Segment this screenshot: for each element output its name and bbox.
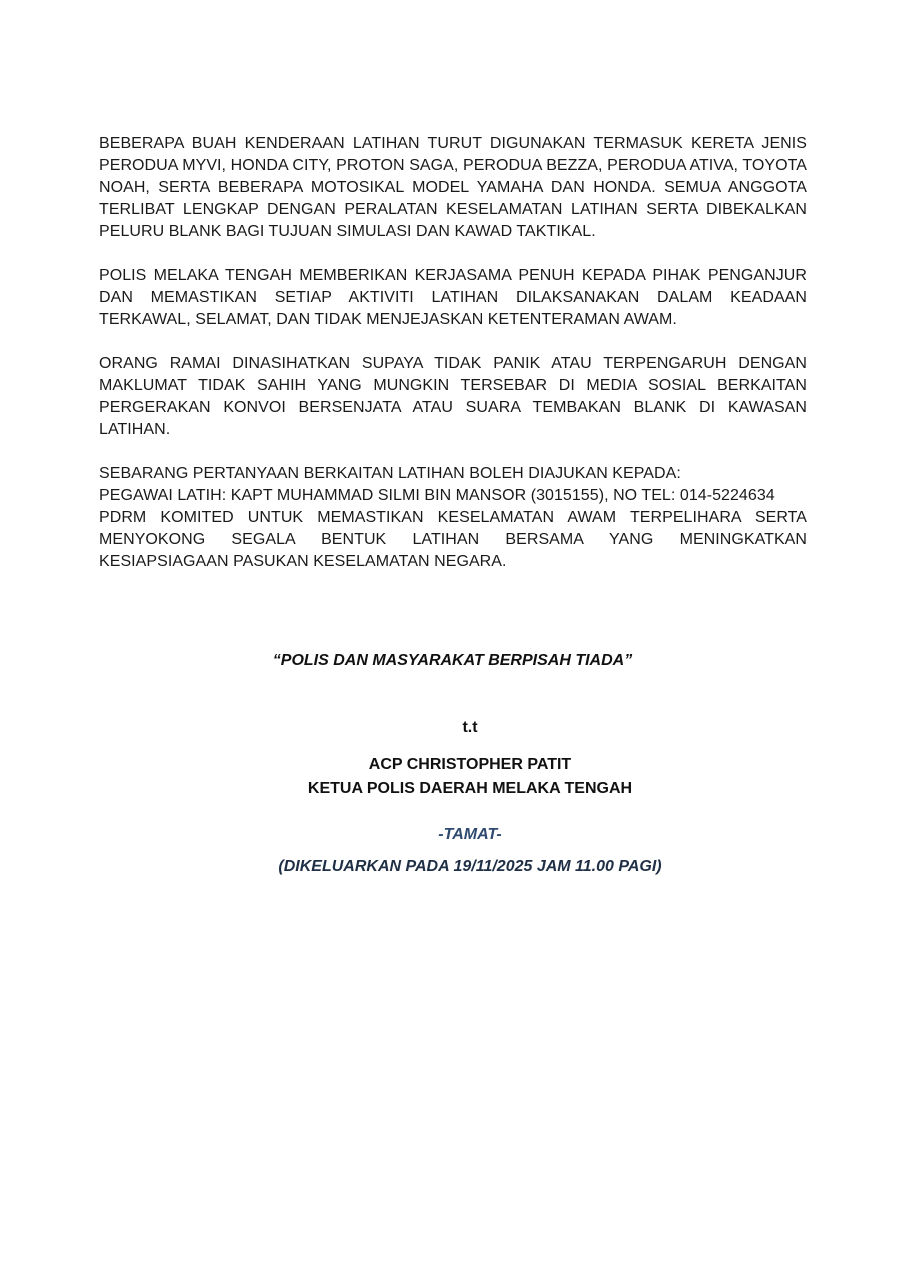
- issued-date: (DIKELUARKAN PADA 19/11/2025 JAM 11.00 PAGI): [278, 858, 662, 875]
- commitment-text: PDRM KOMITED UNTUK MEMASTIKAN KESELAMATAN AWAM TERPELIHARA SERTA MENYOKONG SEGALA BENTUK LATIHAN BERSAMA YANG MENINGKATKAN KESIAPSIAGAAN PASUKAN KESELAMATAN NEGARA.: [99, 509, 807, 570]
- signature-block: [0, 753, 905, 801]
- inquiry-line: SEBARANG PERTANYAAN BERKAITAN LATIHAN BOLEH DIAJUKAN KEPADA:: [99, 465, 681, 482]
- signatory-name: ACP CHRISTOPHER PATIT: [368, 756, 572, 773]
- contact-line: PEGAWAI LATIH: KAPT MUHAMMAD SILMI BIN MANSOR (3015155), NO TEL: 014-5224634: [99, 487, 775, 504]
- paragraph-advisory: [99, 353, 807, 441]
- paragraph-inquiries: [99, 463, 807, 573]
- slogan: “POLIS DAN MASYARAKAT BERPISAH TIADA”: [272, 652, 633, 669]
- paragraph-vehicles-text: BEBERAPA BUAH KENDERAAN LATIHAN TURUT DIGUNAKAN TERMASUK KERETA JENIS PERODUA MYVI, HONDA CITY, PROTON SAGA, PERODUA BEZZA, PERODUA ATIVA, TOYOTA NOAH, SERTA BEBERAPA MOTOSIKAL MODEL YAMAHA DAN HONDA. SEMUA ANGGOTA TERLIBAT LENGKAP DENGAN PERALATAN KESELAMATAN LATIHAN SERTA DIBEKALKAN PELURU BLANK BAGI TUJUAN SIMULASI DAN KAWAD TAKTIKAL.: [99, 135, 807, 240]
- signature-initials: t.t: [462, 719, 478, 736]
- paragraph-advisory-text: ORANG RAMAI DINASIHATKAN SUPAYA TIDAK PANIK ATAU TERPENGARUH DENGAN MAKLUMAT TIDAK SAHIH YANG MUNGKIN TERSEBAR DI MEDIA SOSIAL BERKAITAN PERGERAKAN KONVOI BERSENJATA ATAU SUARA TEMBAKAN BLANK DI KAWASAN LATIHAN.: [99, 355, 807, 438]
- paragraph-cooperation-text: POLIS MELAKA TENGAH MEMBERIKAN KERJASAMA PENUH KEPADA PIHAK PENGANJUR DAN MEMASTIKAN SETIAP AKTIVITI LATIHAN DILAKSANAKAN DALAM KEADAAN TERKAWAL, SELAMAT, DAN TIDAK MENJEJASKAN KETENTERAMAN AWAM.: [99, 267, 807, 328]
- paragraph-cooperation: [99, 265, 807, 331]
- end-mark: -TAMAT-: [438, 826, 502, 843]
- paragraph-vehicles: [99, 133, 807, 243]
- document-body: [99, 133, 807, 595]
- signatory-position: KETUA POLIS DAERAH MELAKA TENGAH: [307, 780, 633, 797]
